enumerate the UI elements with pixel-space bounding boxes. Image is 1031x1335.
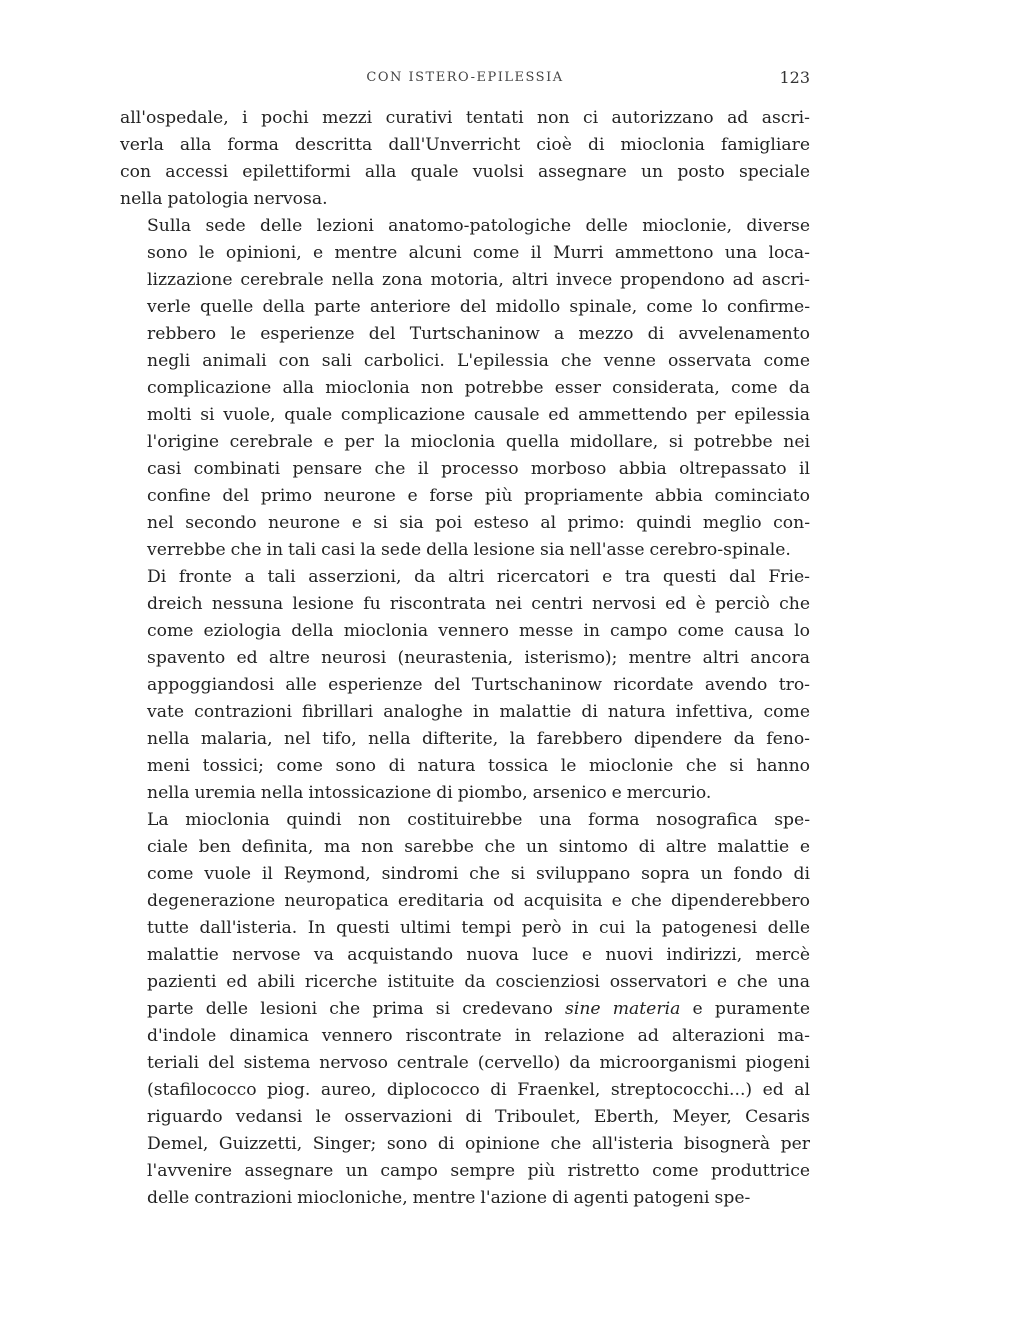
paragraph bbox=[120, 105, 810, 213]
text-line: appoggiandosi alle esperienze del Turtschaninow ricordate avendo tro- bbox=[147, 675, 810, 695]
text-line: molti si vuole, quale complicazione causale ed ammettendo per epilessia bbox=[147, 405, 810, 425]
text-line: l'origine cerebrale e per la mioclonia quella midollare, si potrebbe nei bbox=[147, 432, 810, 452]
text-line: pazienti ed abili ricerche istituite da coscienziosi osservatori e che una bbox=[147, 972, 810, 992]
text-line: teriali del sistema nervoso centrale (cervello) da microorganismi piogeni bbox=[147, 1053, 810, 1073]
text-line: vate contrazioni fibrillari analoghe in malattie di natura infettiva, come bbox=[147, 702, 810, 722]
text-line: dreich nessuna lesione fu riscontrata nei centri nervosi ed è perciò che bbox=[147, 594, 810, 614]
paragraph bbox=[120, 807, 810, 1212]
text-line: nel secondo neurone e si sia poi esteso al primo: quindi meglio con- bbox=[147, 513, 810, 533]
text-line: (stafilococco piog. aureo, diplococco di Fraenkel, streptococchi...) ed al bbox=[147, 1080, 810, 1100]
text-line: Demel, Guizzetti, Singer; sono di opinione che all'isteria bisognerà per bbox=[147, 1134, 810, 1154]
italic-phrase: sine materia bbox=[565, 999, 681, 1019]
text-line: meni tossici; come sono di natura tossica le mioclonie che si hanno bbox=[147, 756, 810, 776]
text-line: malattie nervose va acquistando nuova luce e nuovi indirizzi, mercè bbox=[147, 945, 810, 965]
text-line: nella patologia nervosa. bbox=[120, 189, 328, 209]
text-line: verrebbe che in tali casi la sede della lesione sia nell'asse cerebro-spinale. bbox=[147, 540, 791, 560]
text-line: sono le opinioni, e mentre alcuni come il Murri ammettono una loca- bbox=[147, 243, 810, 263]
text-line: tutte dall'isteria. In questi ultimi tempi però in cui la patogenesi delle bbox=[147, 918, 810, 938]
paragraph bbox=[120, 564, 810, 807]
text-line: come vuole il Reymond, sindromi che si sviluppano sopra un fondo di bbox=[147, 864, 810, 884]
text-line: nella malaria, nel tifo, nella difterite, la farebbero dipendere da feno- bbox=[147, 729, 810, 749]
text-line: d'indole dinamica vennero riscontrate in relazione ad alterazioni ma- bbox=[147, 1026, 810, 1046]
text-line: Sulla sede delle lezioni anatomo-patologiche delle mioclonie, diverse bbox=[147, 216, 810, 236]
text-line: con accessi epilettiformi alla quale vuolsi assegnare un posto speciale bbox=[120, 162, 810, 182]
text-line: verle quelle della parte anteriore del midollo spinale, come lo confirme- bbox=[147, 297, 810, 317]
text-line: rebbero le esperienze del Turtschaninow a mezzo di avvelenamento bbox=[147, 324, 810, 344]
page-number: 123 bbox=[779, 68, 810, 87]
text-line: parte delle lesioni che prima si credevano sine materia e puramente bbox=[147, 999, 810, 1019]
text-line: come eziologia della mioclonia vennero messe in campo come causa lo bbox=[147, 621, 810, 641]
text-line: casi combinati pensare che il processo morboso abbia oltrepassato il bbox=[147, 459, 810, 479]
text-line: riguardo vedansi le osservazioni di Triboulet, Eberth, Meyer, Cesaris bbox=[147, 1107, 810, 1127]
text-line: negli animali con sali carbolici. L'epilessia che venne osservata come bbox=[147, 351, 810, 371]
text-line: complicazione alla mioclonia non potrebbe esser considerata, come da bbox=[147, 378, 810, 398]
text-line: nella uremia nella intossicazione di piombo, arsenico e mercurio. bbox=[147, 783, 712, 803]
text-line: verla alla forma descritta dall'Unverricht cioè di mioclonia famigliare bbox=[120, 135, 810, 155]
text-line: delle contrazioni miocloniche, mentre l'azione di agenti patogeni spe- bbox=[147, 1188, 751, 1208]
body-text bbox=[120, 105, 810, 1212]
text-line: all'ospedale, i pochi mezzi curativi tentati non ci autorizzano ad ascri- bbox=[120, 108, 810, 128]
page-header bbox=[120, 70, 810, 94]
text-line: spavento ed altre neurosi (neurastenia, isterismo); mentre altri ancora bbox=[147, 648, 810, 668]
text-line: degenerazione neuropatica ereditaria od acquisita e che dipenderebbero bbox=[147, 891, 810, 911]
text-line: lizzazione cerebrale nella zona motoria, altri invece propendono ad ascri- bbox=[147, 270, 810, 290]
text-line: l'avvenire assegnare un campo sempre più ristretto come produttrice bbox=[147, 1161, 810, 1181]
text-line: Di fronte a tali asserzioni, da altri ricercatori e tra questi dal Frie- bbox=[147, 567, 810, 587]
text-line: La mioclonia quindi non costituirebbe una forma nosografica spe- bbox=[147, 810, 810, 830]
running-head: CON ISTERO-EPILESSIA bbox=[366, 70, 564, 85]
text-line: ciale ben definita, ma non sarebbe che un sintomo di altre malattie e bbox=[147, 837, 810, 857]
paragraph bbox=[120, 213, 810, 564]
text-line: confine del primo neurone e forse più propriamente abbia cominciato bbox=[147, 486, 810, 506]
